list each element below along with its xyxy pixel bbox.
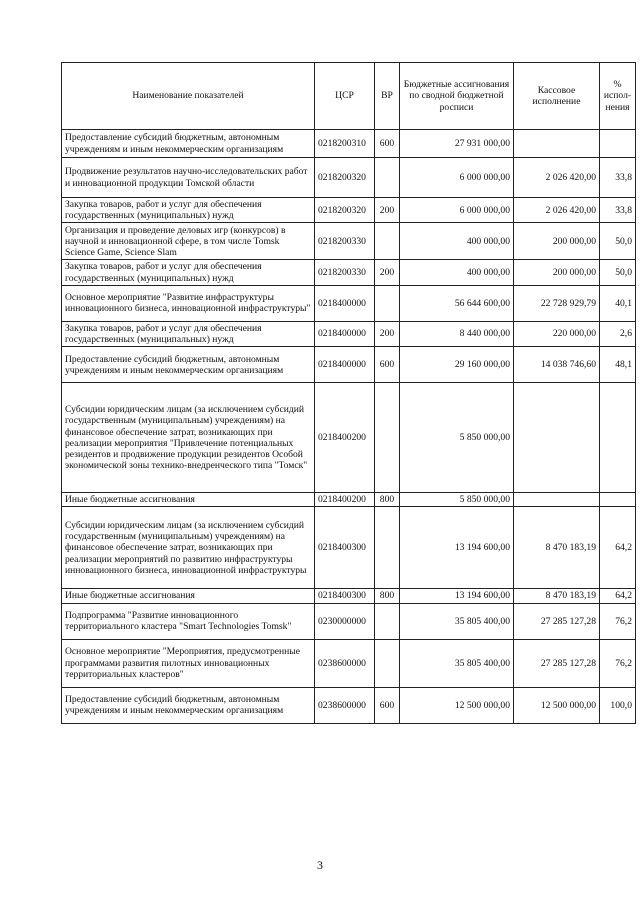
row-assignment: 400 000,00	[400, 260, 514, 285]
row-vr	[375, 603, 400, 639]
row-execution-percent: 100,0	[600, 687, 636, 723]
row-name: Предоставление субсидий бюджетным, автономным учреждениям и иным некоммерческим организациям	[62, 130, 315, 158]
row-assignment: 56 644 600,00	[400, 285, 514, 321]
row-csr: 0218400300	[315, 589, 375, 603]
row-cash-execution: 200 000,00	[514, 223, 600, 260]
row-csr: 0218200320	[315, 198, 375, 223]
row-csr: 0218200310	[315, 130, 375, 158]
table-row	[62, 285, 636, 321]
table-header-row	[62, 63, 636, 130]
row-name: Субсидии юридическим лицам (за исключением субсидий государственным (муниципальным) учреждениям) на финансовое обеспечение затрат, возникающих при реализации мероприятий по развитию инфраструктуры инновационного бизнеса, инновационной инфраструктуры	[62, 507, 315, 589]
row-csr: 0218400000	[315, 321, 375, 346]
table-row	[62, 260, 636, 285]
table-row	[62, 687, 636, 723]
row-vr: 800	[375, 493, 400, 507]
row-execution-percent	[600, 383, 636, 493]
table-row	[62, 603, 636, 639]
row-execution-percent	[600, 493, 636, 507]
table-row	[62, 223, 636, 260]
row-vr	[375, 383, 400, 493]
row-name: Предоставление субсидий бюджетным, автономным учреждениям и иным некоммерческим организациям	[62, 347, 315, 383]
row-assignment: 27 931 000,00	[400, 130, 514, 158]
row-assignment: 35 805 400,00	[400, 603, 514, 639]
row-name: Организация и проведение деловых игр (конкурсов) в научной и инновационной сфере, в том числе Tomsk Science Game, Science Slam	[62, 223, 315, 260]
row-cash-execution: 200 000,00	[514, 260, 600, 285]
row-name: Закупка товаров, работ и услуг для обеспечения государственных (муниципальных) нужд	[62, 260, 315, 285]
row-name: Основное мероприятие "Мероприятия, предусмотренные программами развития пилотных инновационных территориальных кластеров"	[62, 639, 315, 687]
row-vr: 200	[375, 260, 400, 285]
row-csr: 0238600000	[315, 687, 375, 723]
table-row	[62, 158, 636, 198]
row-vr: 600	[375, 687, 400, 723]
row-cash-execution: 2 026 420,00	[514, 198, 600, 223]
table-row	[62, 383, 636, 493]
row-assignment: 12 500 000,00	[400, 687, 514, 723]
row-name: Закупка товаров, работ и услуг для обеспечения государственных (муниципальных) нужд	[62, 198, 315, 223]
table-row	[62, 321, 636, 346]
row-assignment: 6 000 000,00	[400, 158, 514, 198]
row-csr: 0218400200	[315, 383, 375, 493]
table-row	[62, 493, 636, 507]
row-execution-percent: 76,2	[600, 603, 636, 639]
row-assignment: 5 850 000,00	[400, 493, 514, 507]
row-csr: 0218400000	[315, 347, 375, 383]
row-cash-execution: 220 000,00	[514, 321, 600, 346]
row-csr: 0218200330	[315, 260, 375, 285]
row-vr	[375, 507, 400, 589]
row-csr: 0238600000	[315, 639, 375, 687]
row-assignment: 5 850 000,00	[400, 383, 514, 493]
row-execution-percent: 33,8	[600, 198, 636, 223]
row-vr: 200	[375, 321, 400, 346]
row-csr: 0218400300	[315, 507, 375, 589]
row-assignment: 6 000 000,00	[400, 198, 514, 223]
row-cash-execution	[514, 493, 600, 507]
row-assignment: 8 440 000,00	[400, 321, 514, 346]
row-assignment: 400 000,00	[400, 223, 514, 260]
table-body	[62, 130, 636, 724]
row-csr: 0218400200	[315, 493, 375, 507]
row-execution-percent: 33,8	[600, 158, 636, 198]
row-cash-execution: 8 470 183,19	[514, 589, 600, 603]
row-assignment: 35 805 400,00	[400, 639, 514, 687]
row-csr: 0218200330	[315, 223, 375, 260]
table-row	[62, 639, 636, 687]
row-name: Продвижение результатов научно-исследовательских работ и инновационной продукции Томской области	[62, 158, 315, 198]
row-cash-execution: 27 285 127,28	[514, 603, 600, 639]
row-execution-percent: 48,1	[600, 347, 636, 383]
row-cash-execution: 8 470 183,19	[514, 507, 600, 589]
row-vr	[375, 158, 400, 198]
header-assignments: Бюджетные ассигнования по сводной бюджетной росписи	[400, 63, 514, 130]
row-execution-percent: 64,2	[600, 507, 636, 589]
row-cash-execution: 22 728 929,79	[514, 285, 600, 321]
row-execution-percent: 76,2	[600, 639, 636, 687]
row-execution-percent: 50,0	[600, 223, 636, 260]
row-vr	[375, 639, 400, 687]
header-vr: ВР	[375, 63, 400, 130]
row-cash-execution: 27 285 127,28	[514, 639, 600, 687]
row-assignment: 13 194 600,00	[400, 589, 514, 603]
row-csr: 0218400000	[315, 285, 375, 321]
row-name: Предоставление субсидий бюджетным, автономным учреждениям и иным некоммерческим организациям	[62, 687, 315, 723]
row-execution-percent: 40,1	[600, 285, 636, 321]
row-vr: 600	[375, 347, 400, 383]
row-cash-execution: 12 500 000,00	[514, 687, 600, 723]
row-cash-execution: 2 026 420,00	[514, 158, 600, 198]
row-cash-execution	[514, 383, 600, 493]
page-number: 3	[317, 858, 323, 872]
row-csr: 0218200320	[315, 158, 375, 198]
row-name: Субсидии юридическим лицам (за исключением субсидий государственным (муниципальным) учреждениям) на финансовое обеспечение затрат, возникающих при реализации мероприятия "Привлечение потенциальных резидентов и продвижение продукции резидентов Особой экономической зоны технико-внедренческого типа "Томск"	[62, 383, 315, 493]
row-assignment: 29 160 000,00	[400, 347, 514, 383]
header-name: Наименование показателей	[62, 63, 315, 130]
row-name: Закупка товаров, работ и услуг для обеспечения государственных (муниципальных) нужд	[62, 321, 315, 346]
row-vr: 800	[375, 589, 400, 603]
row-vr: 600	[375, 130, 400, 158]
row-assignment: 13 194 600,00	[400, 507, 514, 589]
header-cash-execution: Кассовое исполнение	[514, 63, 600, 130]
row-vr	[375, 223, 400, 260]
row-name: Основное мероприятие "Развитие инфраструктуры инновационного бизнеса, инновационной инфраструктуры"	[62, 285, 315, 321]
row-cash-execution: 14 038 746,60	[514, 347, 600, 383]
row-execution-percent	[600, 130, 636, 158]
row-name: Подпрограмма "Развитие инновационного территориального кластера "Smart Technologies Tomsk"	[62, 603, 315, 639]
row-execution-percent: 50,0	[600, 260, 636, 285]
row-vr	[375, 285, 400, 321]
row-csr: 0230000000	[315, 603, 375, 639]
header-csr: ЦСР	[315, 63, 375, 130]
row-execution-percent: 64,2	[600, 589, 636, 603]
row-name: Иные бюджетные ассигнования	[62, 493, 315, 507]
row-cash-execution	[514, 130, 600, 158]
table-row	[62, 130, 636, 158]
row-vr: 200	[375, 198, 400, 223]
table-row	[62, 507, 636, 589]
header-execution-percent: % испол- нения	[600, 63, 636, 130]
budget-table	[61, 62, 636, 724]
row-name: Иные бюджетные ассигнования	[62, 589, 315, 603]
table-row	[62, 347, 636, 383]
row-execution-percent: 2,6	[600, 321, 636, 346]
table-row	[62, 589, 636, 603]
table-row	[62, 198, 636, 223]
